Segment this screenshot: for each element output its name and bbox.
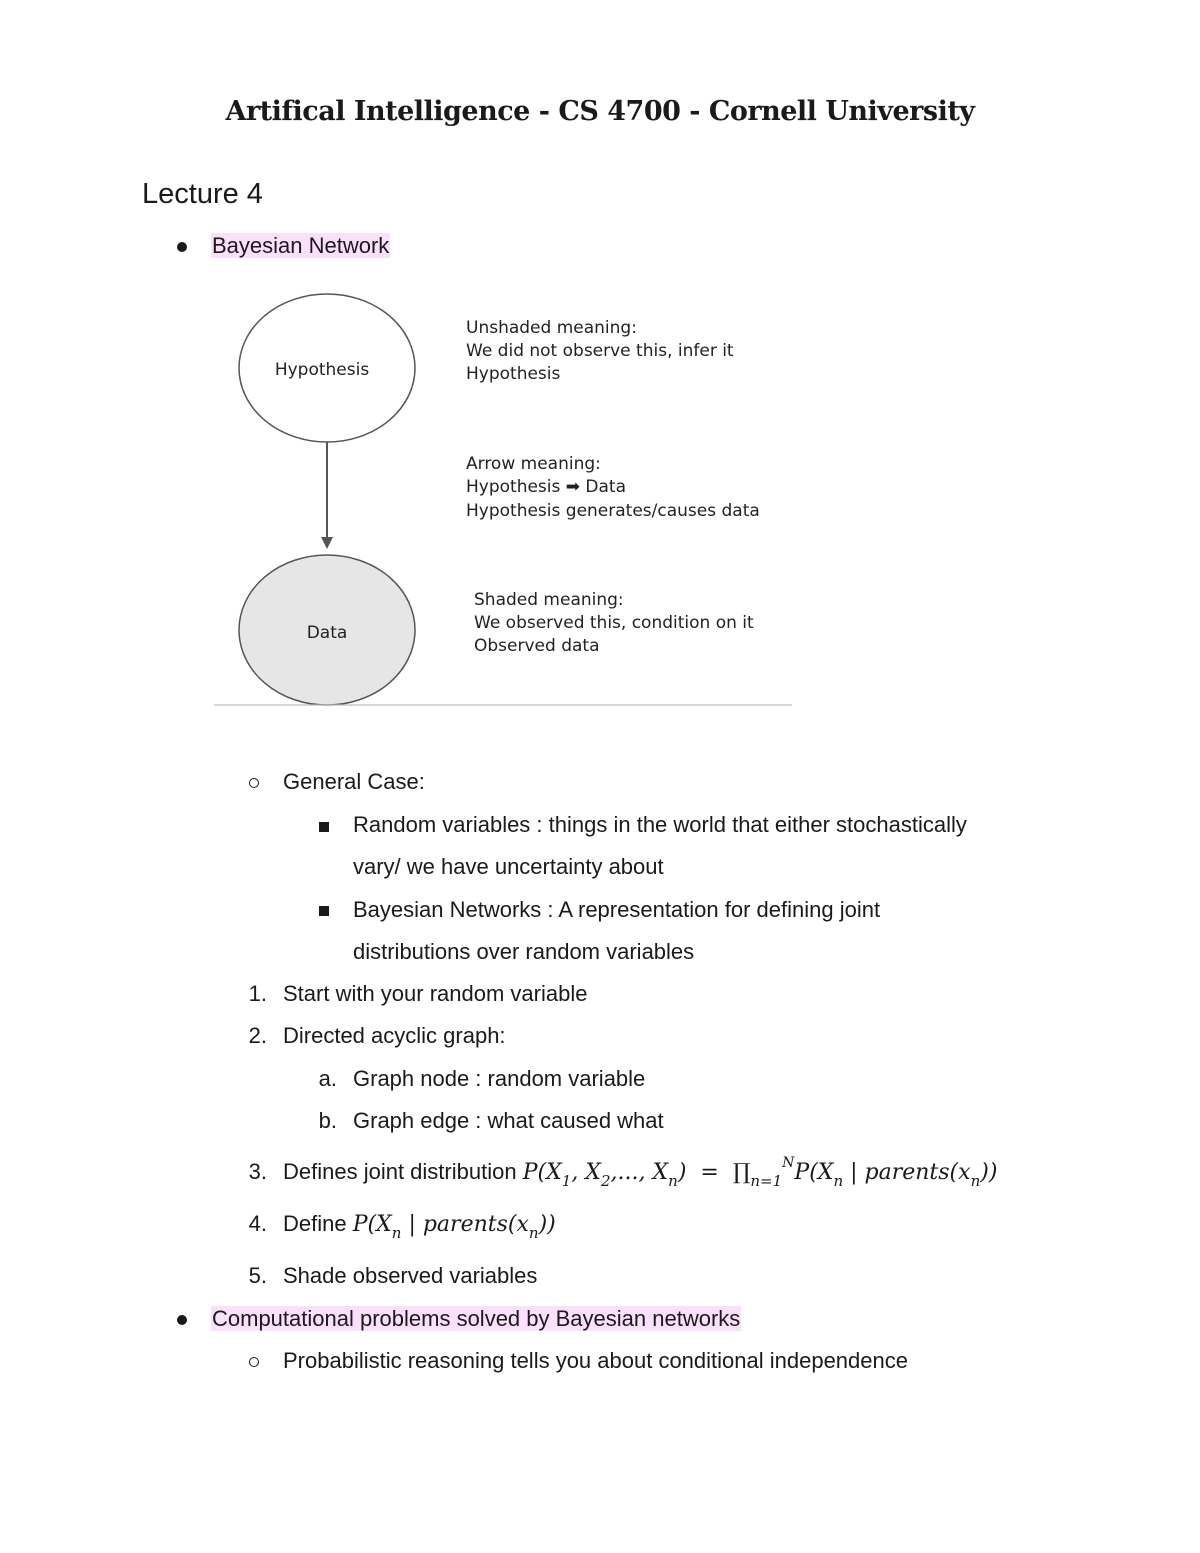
unshaded-title: Unshaded meaning: [466,318,637,338]
bayesian-network-diagram [210,285,810,715]
list-item-continued: vary/ we have uncertainty about [353,854,664,879]
shaded-line: We observed this, condition on it [474,613,754,633]
conditional-formula: $P(X_n$ | $parents(x_n)$) [352,1212,556,1242]
hypothesis-node-label: Hypothesis [274,360,370,380]
list-item: Bayesian Networks : A representation for defining joint [353,897,881,922]
page-title: Artifical Intelligence - CS 4700 - Cornell University [225,96,975,127]
shaded-title: Shaded meaning: [474,590,624,610]
list-item: Probabilistic reasoning tells you about conditional independence [283,1348,908,1373]
substep-text: Graph node : random variable [353,1066,646,1091]
bullet-disc [177,242,187,252]
substep-text: Graph edge : what caused what [353,1108,664,1133]
step-text-define: Define $P(X_n$ | $parents(x_n)$) [283,1211,556,1242]
list-item: Random variables : things in the world that either stochastically [353,812,967,837]
lecture-heading: Lecture 4 [142,178,263,210]
step-number: 4. [248,1211,267,1236]
section-heading-bayesian-network: Bayesian Network [212,233,390,258]
arrow-line: Hypothesis generates/causes data [466,501,760,521]
substep-letter: b. [318,1108,337,1133]
step-text: Directed acyclic graph: [283,1023,506,1048]
bullet-disc [177,1315,187,1325]
substep-letter: a. [318,1066,337,1091]
arrow-line: Hypothesis ➡ Data [466,477,627,497]
data-node-label: Data [306,623,348,643]
bullet-square [319,822,329,832]
step-number: 1. [248,981,267,1006]
step-number: 2. [248,1023,267,1048]
shaded-line: Observed data [474,636,600,656]
step-text: Shade observed variables [283,1263,538,1288]
unshaded-line: We did not observe this, infer it [466,341,734,361]
unshaded-line: Hypothesis [466,364,561,384]
step-number: 5. [248,1263,267,1288]
list-item-continued: distributions over random variables [353,939,695,964]
step-text-joint-distribution: Defines joint distribution $P(X_1$, $X_2$,..., $X_n$) = $\prod_{n=1}^NP(X_n$ | $parents(x_n)$) [283,1155,998,1190]
step-number: 3. [248,1159,267,1184]
bullet-circle [249,1357,259,1367]
general-case-label: General Case: [283,769,425,794]
joint-distribution-formula: $P(X_1$, $X_2$,..., $X_n$) = $\prod_{n=1}^NP(X_n$ | $parents(x_n)$) [522,1155,998,1190]
section-heading-computational-problems: Computational problems solved by Bayesian networks [212,1306,741,1331]
bullet-circle [249,778,259,788]
step-text: Start with your random variable [283,981,588,1006]
arrow-title: Arrow meaning: [466,454,601,474]
bullet-square [319,906,329,916]
